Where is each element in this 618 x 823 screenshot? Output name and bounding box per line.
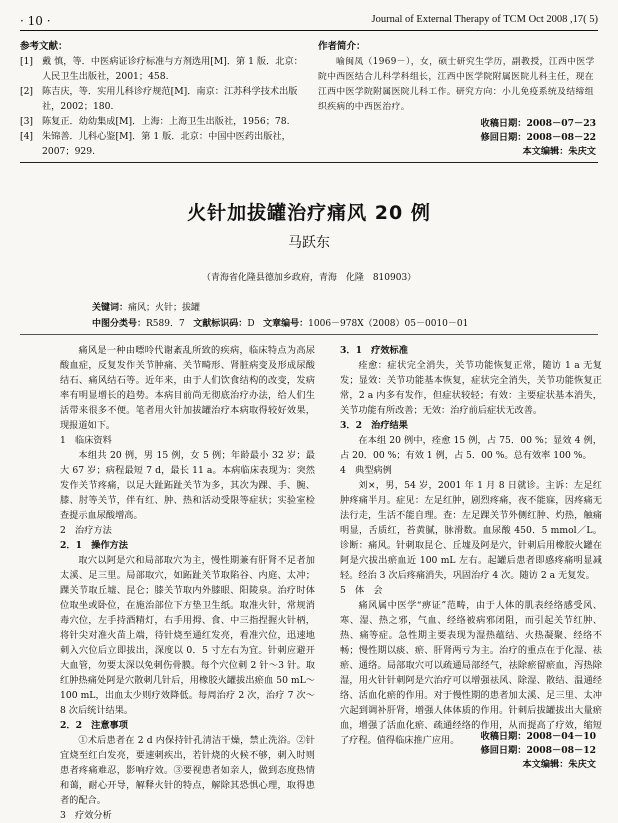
editor-line: 本文编辑：朱庆文 [522,759,596,770]
references-title: 参考文献： [20,41,68,52]
article-affiliation: （青海省化隆县德加乡政府，青海 化隆 810903） [201,273,417,283]
section-rule [20,162,598,163]
reference-item [20,114,310,129]
class-label: 中图分类号： [92,319,147,329]
page-number: · 10 · [20,14,51,28]
subsection-heading: 2．2 注意事项 [60,720,128,731]
subsection-heading: 2．1 操作方法 [60,540,128,551]
reference-text: 陈复正．幼幼集成[M]．上海：上海卫生出版社，1956；78. [42,116,290,127]
body-paragraph: 本组共 20 例，男 15 例，女 5 例；年龄最小 32 岁；最大 67 岁；病程最短 7 d，最长 11 a。本病临床表现为：突然发作关节疼痛，以足大趾跖趾关节为多，其次为踝、手、腕、膝、肘等关节，伴有红、肿、热和活动受限等症状；实验室检查提示血尿酸增高。 [60,450,315,521]
subsection-heading: 3．2 治疗结果 [340,420,408,431]
article-no-label: 文章编号： [263,319,309,329]
classification-line [92,316,468,329]
keywords-label: 关键词： [92,303,129,313]
keywords-line [92,300,200,313]
body-paragraph: 痛风属中医学“痹证”范畴，由于人体的肌表经络感受风、寒、湿、热之邪，气血、经络被病邪闭阻，而引起关节红肿、热、痛等症。急性期主要表现为湿热蕴结、火热凝聚、经络不畅；慢性期以痰、瘀、肝肾两亏为主。治疗的重点在于化湿、祛瘀、通络。局部取穴可以疏通局部经气，祛除瘀留瘀血，泻热除湿，用火针针刺阿是穴治疗可以增强祛风、除湿、散结、温通经络、活血化瘀的作用。对于慢性期的患者加太溪、足三里、太冲穴起到调补肝肾，增强人体体质的作用。针刺后拔罐拔出大量瘀血，增强了活血化瘀、疏通经络的作用，从而提高了疗效，缩短了疗程。值得临床推广应用。 [340,600,602,746]
reference-text: 陈吉庆，等．实用儿科诊疗规范[M]．南京：江苏科学技术出版社，2002；180. [42,86,298,112]
article-no-value: 1006－978X（2008）05－0010－01 [308,319,469,329]
class-value: R589．7 [146,319,185,329]
received-date: 收稿日期：2008－04－10 [480,731,596,742]
body-paragraph: 取穴以阿是穴和局部取穴为主，慢性期兼有肝肾不足者加太溪、足三里。局部取穴，如跖趾关节取陷谷、内庭、太冲；踝关节取丘墟、昆仑；膝关节取内外膝眼、阳陵泉。治疗时体位取坐或卧位，在施治部位下方垫卫生纸。取准火针，常规消毒穴位，左手持酒精灯，右手用拇、食、中三指捏握火针柄，将针尖对准火苗上端，待针烧至通红发亮，看准穴位，迅速地刺入穴位后立即拔出，深度以 0．5 寸左右为宜。针刺应避开大血管，勿要太深以免刺伤骨膜。每个穴位刺 2 针～3 针。取红肿热痛处阿是穴散刺几针后，用橡胶火罐拔出瘀血 50 mL～100 mL，出血太少则疗效降低。每周治疗 2 次，治疗 7 次～8 次后统计结果。 [60,555,315,716]
article-author: 马跃东 [288,235,330,251]
keywords-value: 痛风；火针；拔罐 [128,303,201,313]
doc-code-value: D [247,319,255,329]
reference-item [20,84,310,114]
prev-article-meta [481,117,596,159]
body-paragraph: 在本组 20 例中，痊愈 15 例，占 75．00 %；显效 4 例，占 20．00 %；有效 1 例，占 5．00 %。总有效率 100 %。 [340,435,602,461]
author-bio-text: 喻闽凤（1969－），女，硕士研究生学历，副教授，江西中医学院中西医结合儿科学科组长，江西中医学院附属医院儿科主任，现在江西中医学院附属医院儿科工作。研究方向：小儿免疫系统及结缔组织疾病的中西医治疗。 [318,57,595,112]
header-rule [20,30,598,31]
subsection-heading: 3．1 疗效标准 [340,345,408,356]
reference-number: [4] [20,131,34,142]
abstract-rule [20,334,598,335]
reference-text: 朱锦善．儿科心鉴[M]．第 1 版．北京：中国中医药出版社，2007；929. [42,131,291,157]
reference-item [20,54,310,84]
section-heading: 4 典型病例 [340,465,392,476]
revised-date: 修回日期：2008－08－22 [480,132,596,143]
body-paragraph: 痊愈：症状完全消失，关节功能恢复正常，随访 1 a 无复发；显效：关节功能基本恢复，症状完全消失，关节功能恢复正常，2 a 内多有发作，但症状较轻；有效：主要症状基本消失，关节功能有所改善；无效：治疗前后症状无改善。 [340,360,602,416]
reference-text: 戴 慎，等．中医病证诊疗标准与方剂选用[M]．第 1 版．北京：人民卫生出版社，2001；458. [42,56,303,82]
body-paragraph: 刘×，男，54 岁，2001 年 1 月 8 日就诊。主诉：左足红肿疼痛半月。症见：左足红肿，剧烈疼痛，夜不能寐，因疼痛无法行走，生活不能自理。查：左足踝关节外侧红肿、灼热，触痛明显，舌质红，苔黄腻，脉滑数。血尿酸 450．5 mmol／L。诊断：痛风。针刺取昆仑、丘墟及阿是穴，针刺后用橡胶火罐在阿是穴拔出瘀血近 100 mL 左右。起罐后患者即感疼痛明显减轻。经治 3 次后疼痛消失，巩固治疗 4 次。随访 2 a 无复发。 [340,480,602,581]
revised-date: 修回日期：2008－08－12 [480,745,596,756]
received-date: 收稿日期：2008－07－23 [480,118,596,129]
body-left-column [60,343,315,823]
article-title: 火针加拔罐治疗痛风 20 例 [187,202,431,224]
journal-header: Journal of External Therapy of TCM Oct 2008 ,17( 5) [371,14,598,25]
reference-number: [2] [20,86,34,97]
body-right-column [340,343,602,748]
intro-paragraph: 痛风是一种由嘌呤代谢紊乱所致的疾病，临床特点为高尿酸血症，反复发作关节肿痛、关节畸形、肾脏病变及形成尿酸结石、痛风结石等。近年来，由于人们饮食结构的改变，发病率有明显增长的趋势。本病目前尚无彻底治疗办法，给人们生活带来很多不便。笔者用火针加拔罐治疗本病取得较好效果，现报道如下。 [60,345,315,431]
section-heading: 3 疗效分析 [60,810,112,821]
author-bio-title: 作者简介： [318,41,366,52]
section-heading: 5 体 会 [340,585,383,596]
article-meta [481,730,596,772]
reference-item [20,129,310,159]
section-heading: 2 治疗方法 [60,525,112,536]
reference-number: [1] [20,56,34,67]
references-list [20,54,310,159]
editor-line: 本文编辑：朱庆文 [522,146,596,157]
body-paragraph: ①术后患者在 2 d 内保持针孔清洁干燥，禁止洗浴。②针宜烧至红白发亮，要速刺疾出，若针烧的火候不够，刺入时则患者疼痛难忍，影响疗效。③要视患者如亲人，做到态度热情和蔼，耐心开导，解释火针的特点，解除其恐惧心理，取得患者的配合。 [60,735,315,806]
section-heading: 1 临床资料 [60,435,112,446]
reference-number: [3] [20,116,34,127]
doc-code-label: 文献标识码： [193,319,248,329]
